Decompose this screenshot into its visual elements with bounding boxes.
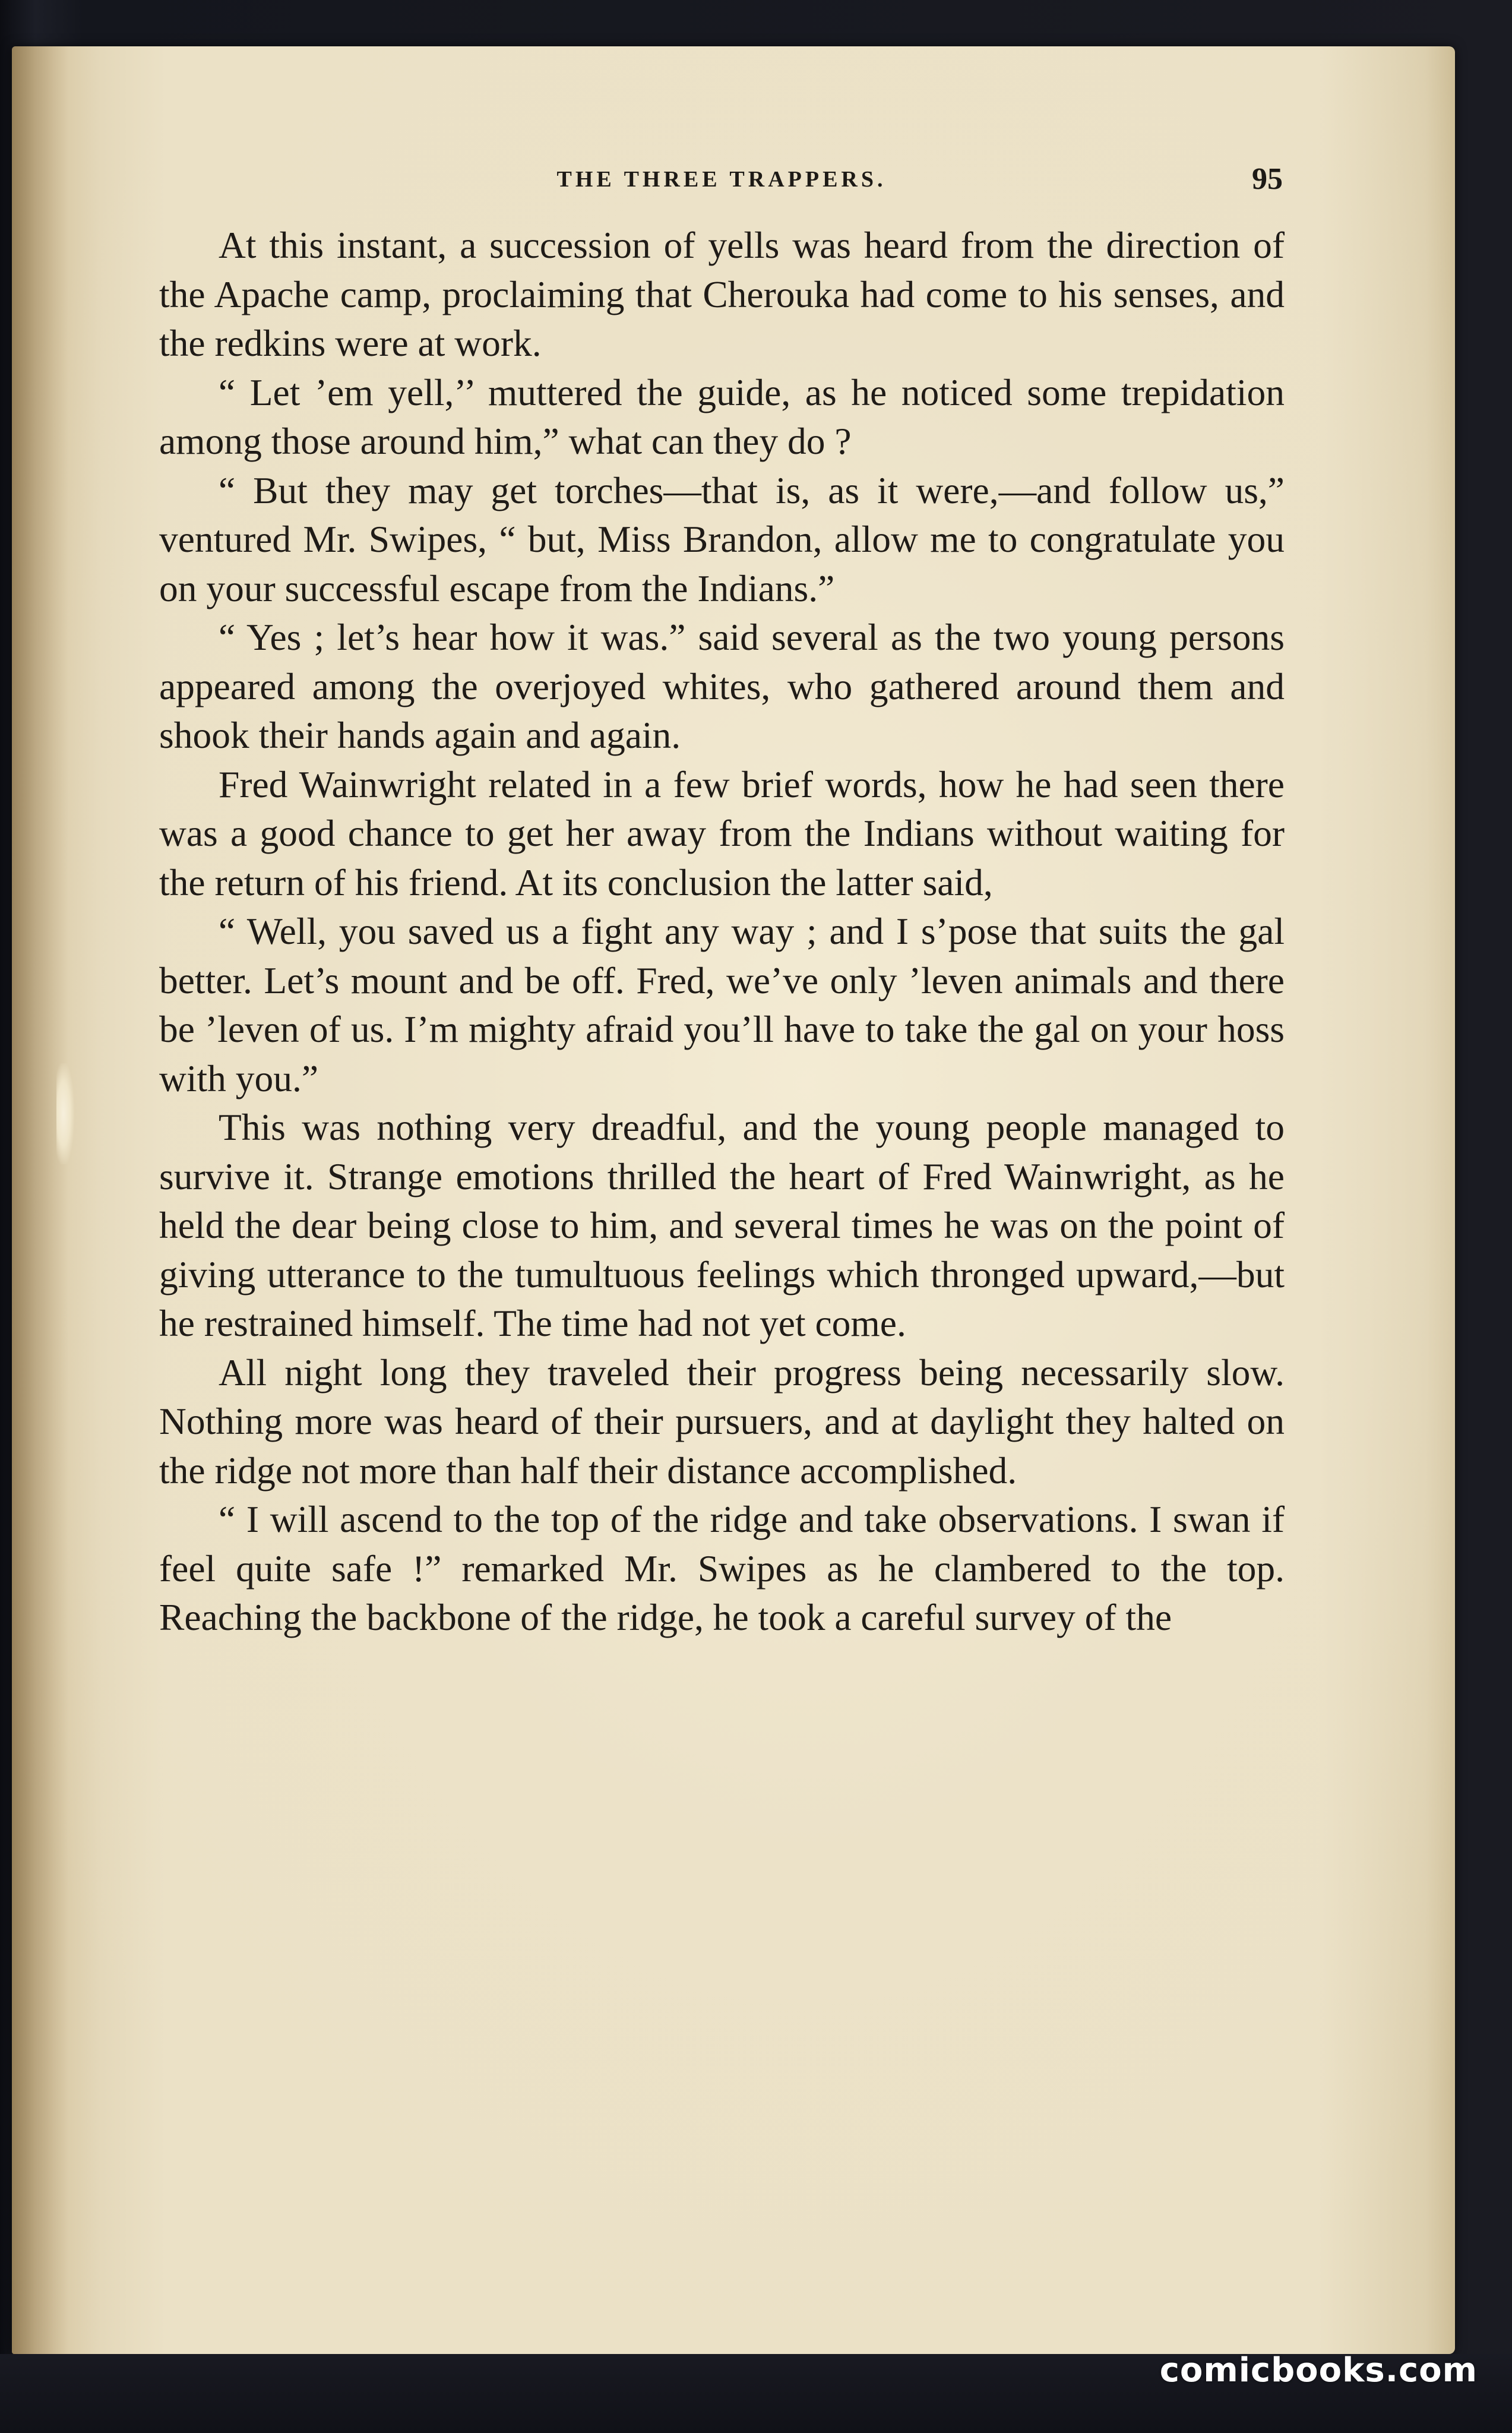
paragraph: Fred Wainwright related in a few brief words, how he had seen there was a good chance to get her away from the Indians without waiting for the return of his friend. At its conclusion the latter said, <box>159 763 1285 903</box>
paragraph: “ I will ascend to the top of the ridge and take observations. I swan if feel quite safe !” remarked Mr. Swipes as he clambered to the top. Reaching the backbone of the ridge, he took a careful survey of the <box>159 1498 1285 1638</box>
paragraph: At this instant, a succession of yells was heard from the direction of the Apache camp, proclaiming that Cherouka had come to his senses, and the redkins were at work. <box>159 224 1285 364</box>
paragraph: “ Yes ; let’s hear how it was.” said several as the two young persons appeared among the overjoyed whites, who gathered around them and shook their hands again and again. <box>159 616 1285 756</box>
watermark: comicbooks.com <box>1159 2351 1478 2390</box>
running-head <box>160 156 1283 203</box>
binding-crease <box>12 46 68 2354</box>
body-text <box>159 221 1285 1642</box>
page-tear <box>56 1063 74 1164</box>
paragraph: “ Let ’em yell,’’ muttered the guide, as he noticed some trepidation among those around him,” what can they do ? <box>159 371 1285 462</box>
paragraph: This was nothing very dreadful, and the young people managed to survive it. Strange emotions thrilled the heart of Fred Wainwright, as he held the dear being close to him, and several times he was on the point of giving utterance to the tumultuous feelings which thronged upward,—but he restrained himself. The time had not yet come. <box>159 1106 1285 1344</box>
page-number: 95 <box>1252 162 1283 196</box>
running-title: THE THREE TRAPPERS. <box>556 167 887 192</box>
paragraph: “ But they may get torches—that is, as it were,—and follow us,” ventured Mr. Swipes, “ but, Miss Brandon, allow me to congratulate you on your successful escape from the Indians.” <box>159 469 1285 609</box>
paragraph: “ Well, you saved us a fight any way ; and I s’pose that suits the gal better. Let’s mount and be off. Fred, we’ve only ’leven animals and there be ’leven of us. I’m mighty afraid you’ll have to take the gal on your hoss with you.” <box>159 910 1285 1099</box>
paragraph: All night long they traveled their progress being necessarily slow. Nothing more was heard of their pursuers, and at daylight they halted on the ridge not more than half their distance accomplished. <box>159 1351 1285 1492</box>
